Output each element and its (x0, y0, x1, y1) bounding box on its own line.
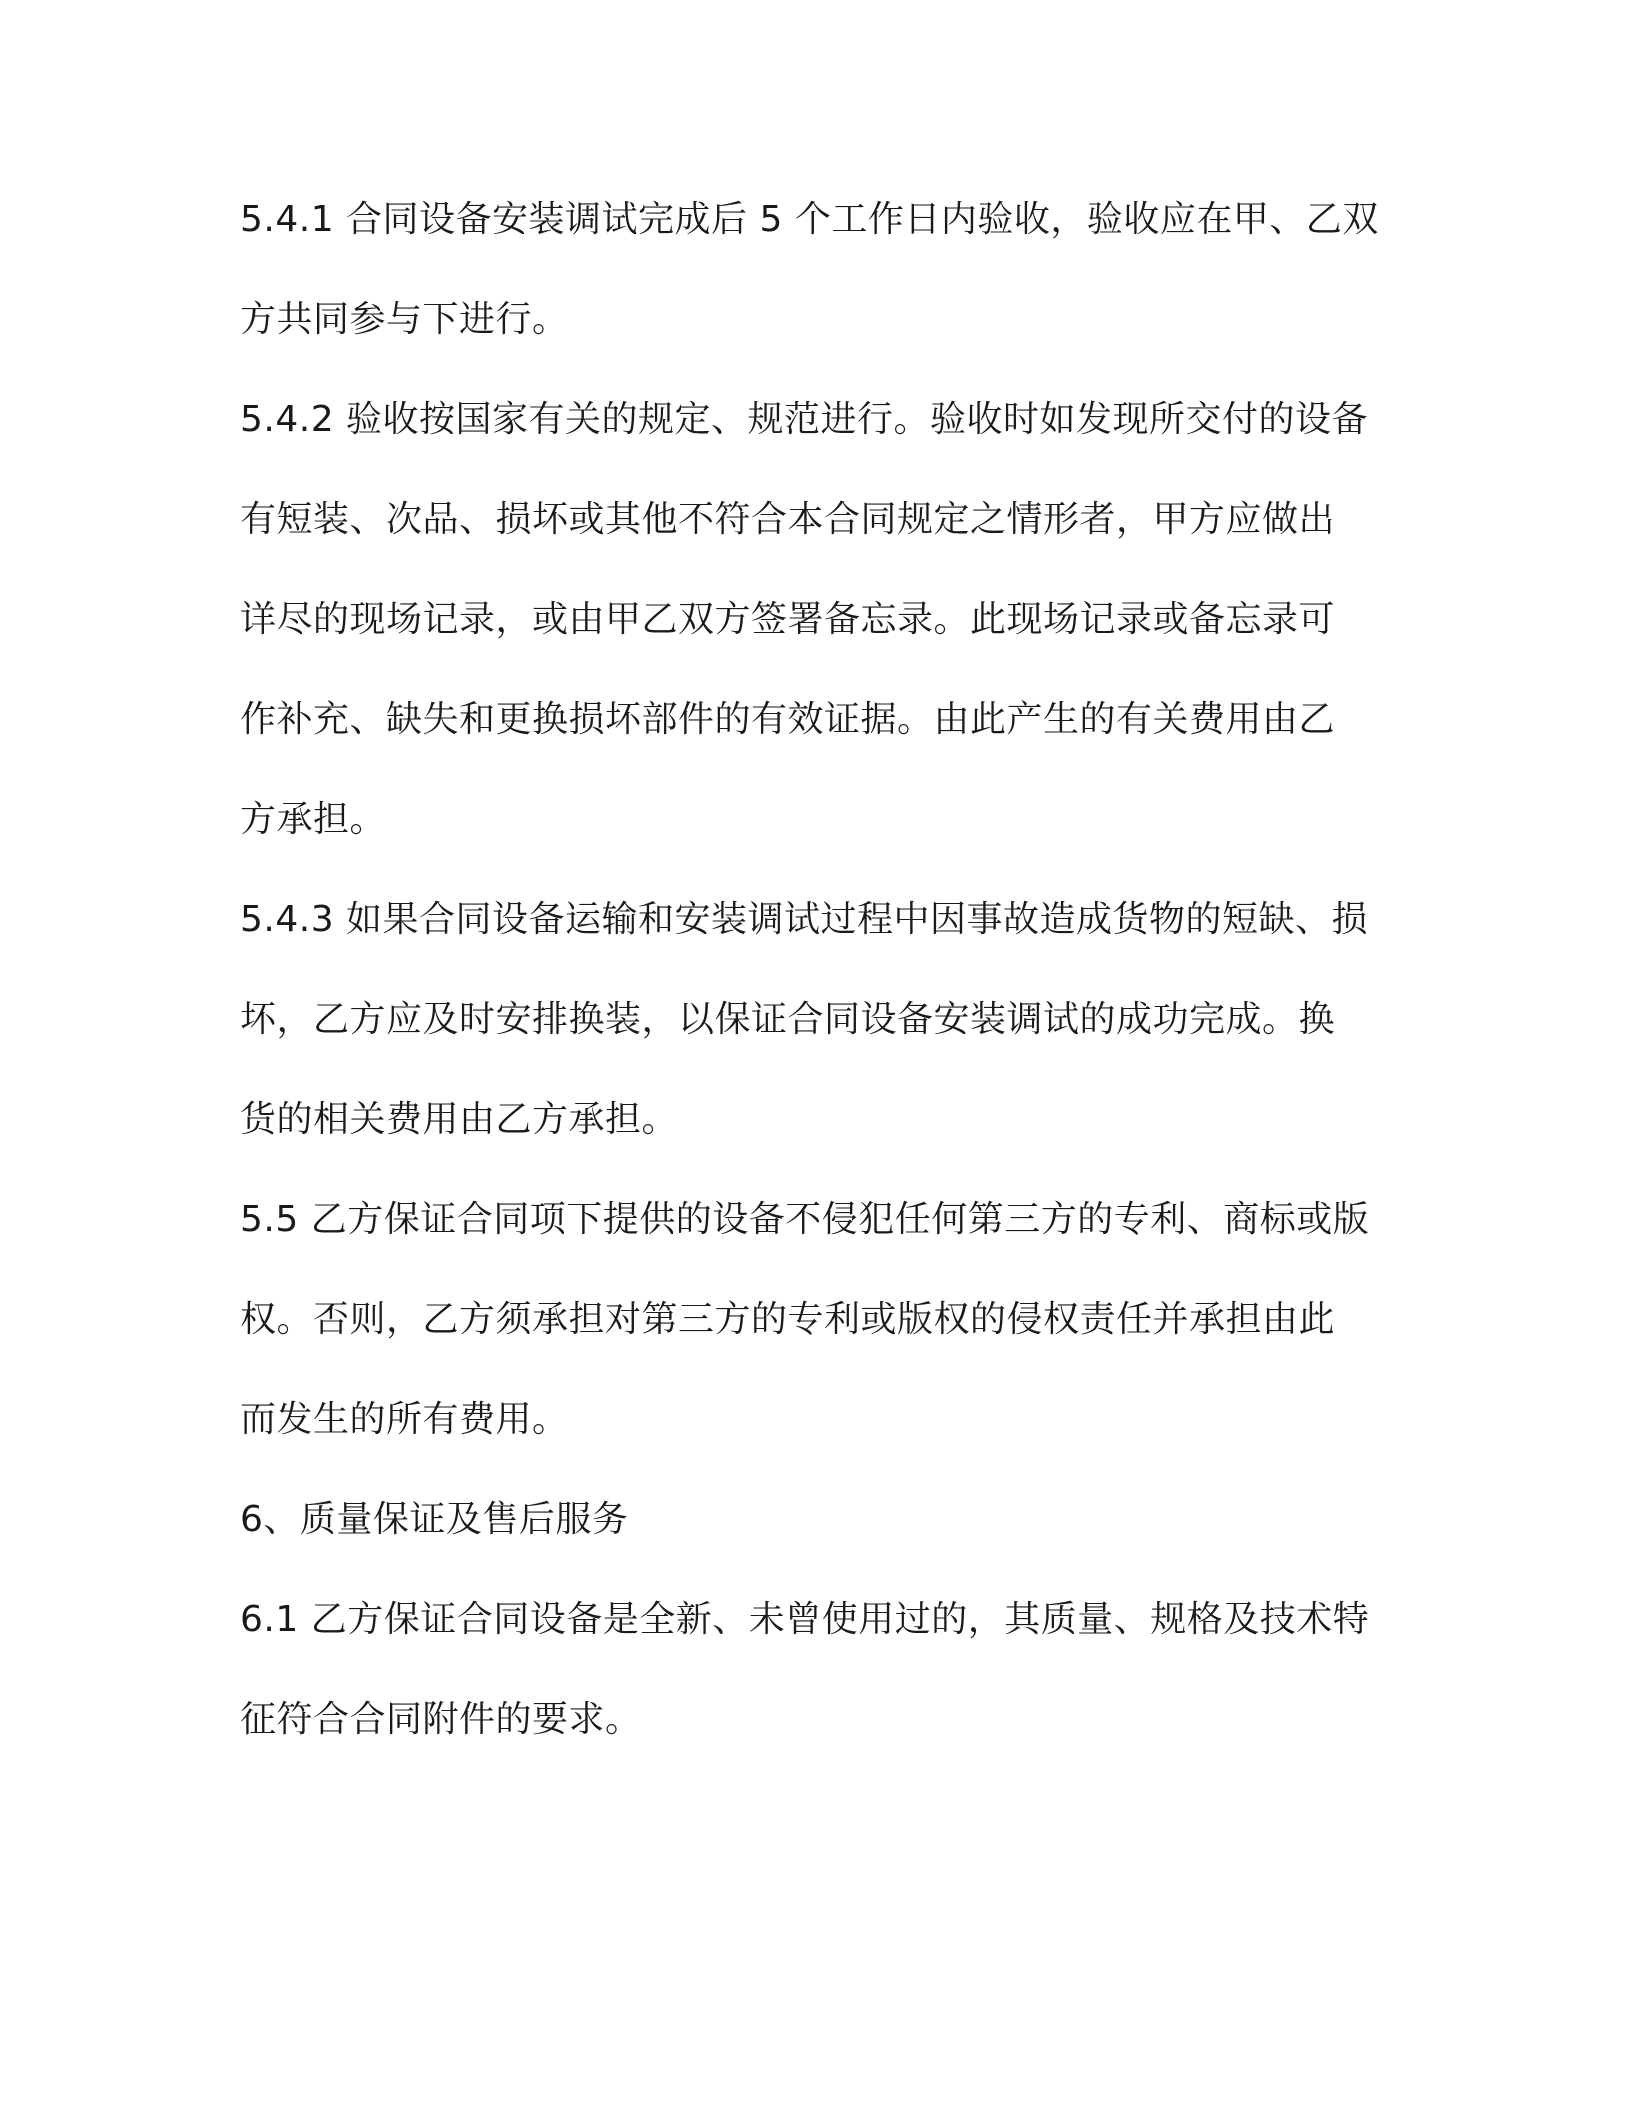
text-line: 货的相关费用由乙方承担。 (240, 1099, 679, 1140)
document-body (240, 188, 1390, 1788)
section-heading: 6、质量保证及售后服务 (240, 1499, 629, 1540)
text-line: 5.4.3 如果合同设备运输和安装调试过程中因事故造成货物的短缺、损 (240, 899, 1369, 940)
text-line: 方承担。 (240, 799, 387, 840)
text-line: 而发生的所有费用。 (240, 1399, 569, 1440)
text-line: 5.5 乙方保证合同项下提供的设备不侵犯任何第三方的专利、商标或版 (240, 1199, 1370, 1240)
section-heading-6 (240, 1488, 1390, 1588)
clause-5-5 (240, 1188, 1390, 1488)
text-line: 方共同参与下进行。 (240, 299, 569, 340)
text-line: 5.4.2 验收按国家有关的规定、规范进行。验收时如发现所交付的设备 (240, 399, 1369, 440)
clause-5-4-1 (240, 188, 1390, 388)
clause-5-4-3 (240, 888, 1390, 1188)
text-line: 5.4.1 合同设备安装调试完成后 5 个工作日内验收，验收应在甲、乙双 (240, 199, 1379, 240)
text-line: 详尽的现场记录，或由甲乙双方签署备忘录。此现场记录或备忘录可 (240, 599, 1336, 640)
text-line: 作补充、缺失和更换损坏部件的有效证据。由此产生的有关费用由乙 (240, 699, 1336, 740)
clause-5-4-2 (240, 388, 1390, 888)
clause-6-1 (240, 1588, 1390, 1788)
text-line: 坏，乙方应及时安排换装，以保证合同设备安装调试的成功完成。换 (240, 999, 1336, 1040)
text-line: 6.1 乙方保证合同设备是全新、未曾使用过的，其质量、规格及技术特 (240, 1599, 1370, 1640)
text-line: 征符合合同附件的要求。 (240, 1699, 642, 1740)
text-line: 有短装、次品、损坏或其他不符合本合同规定之情形者，甲方应做出 (240, 499, 1336, 540)
text-line: 权。否则，乙方须承担对第三方的专利或版权的侵权责任并承担由此 (240, 1299, 1336, 1340)
